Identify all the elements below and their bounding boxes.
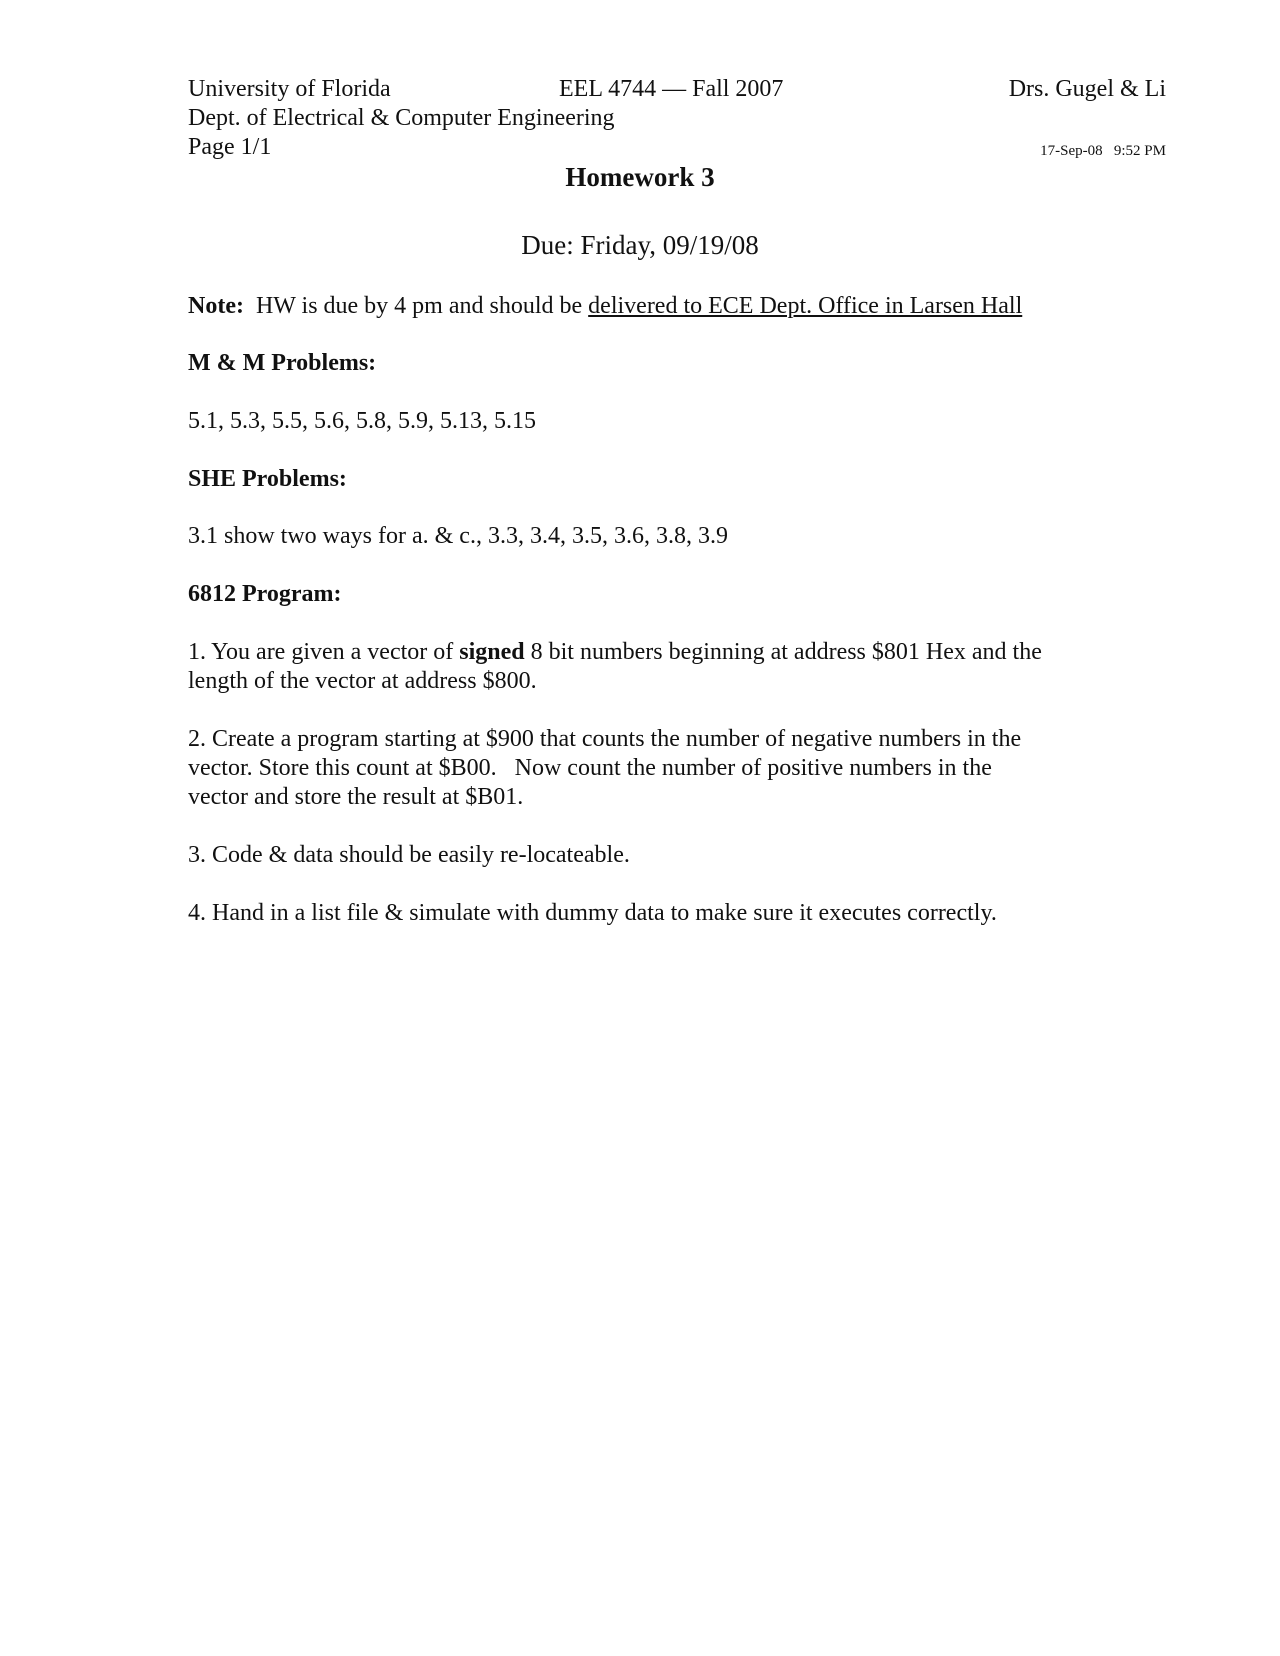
header-university: University of Florida — [188, 76, 391, 102]
header-timestamp — [1040, 142, 1166, 160]
note-emphasis: delivered to ECE Dept. Office in Larsen Hall — [588, 293, 1023, 319]
header-page-number: Page 1/1 — [188, 134, 272, 160]
header-time: 9:52 PM — [1113, 143, 1166, 159]
mm-problem-list: 5.1, 5.3, 5.5, 5.6, 5.8, 5.9, 5.13, 5.15 — [188, 408, 536, 434]
note-line — [188, 292, 1022, 321]
mm-heading: M & M Problems: — [188, 350, 377, 376]
header-department: Dept. of Electrical & Computer Engineering — [188, 105, 615, 131]
she-problem-list: 3.1 show two ways for a. & c., 3.3, 3.4, 3.5, 3.6, 3.8, 3.9 — [188, 523, 728, 549]
program-item-3: 3. Code & data should be easily re-locateable. — [188, 842, 630, 868]
program-item-4: 4. Hand in a list file & simulate with dummy data to make sure it executes correctly. — [188, 900, 997, 926]
item1-pre: 1. You are given a vector of — [188, 639, 454, 665]
header-course: EEL 4744 — Fall 2007 — [559, 76, 784, 102]
program-item-1-line-2: length of the vector at address $800. — [188, 668, 537, 694]
item1-bold: signed — [459, 639, 525, 665]
program-item-1-line-1 — [188, 638, 1042, 667]
note-label: Note: — [188, 293, 244, 319]
header-date: 17-Sep-08 — [1040, 143, 1103, 159]
note-text: HW is due by 4 pm and should be — [255, 293, 583, 319]
she-heading: SHE Problems: — [188, 466, 347, 492]
program-item-2-line-2: vector. Store this count at $B00. Now count the number of positive numbers in the — [188, 755, 992, 781]
program-item-2-line-1: 2. Create a program starting at $900 that counts the number of negative numbers in the — [188, 726, 1022, 752]
program-item-2-line-3: vector and store the result at $B01. — [188, 784, 524, 810]
program-heading: 6812 Program: — [188, 581, 342, 607]
due-date: Due: Friday, 09/19/08 — [521, 230, 759, 260]
header-instructors: Drs. Gugel & Li — [1008, 76, 1166, 102]
item1-post: 8 bit numbers beginning at address $801 Hex and the — [530, 639, 1042, 665]
page-title: Homework 3 — [565, 162, 715, 192]
